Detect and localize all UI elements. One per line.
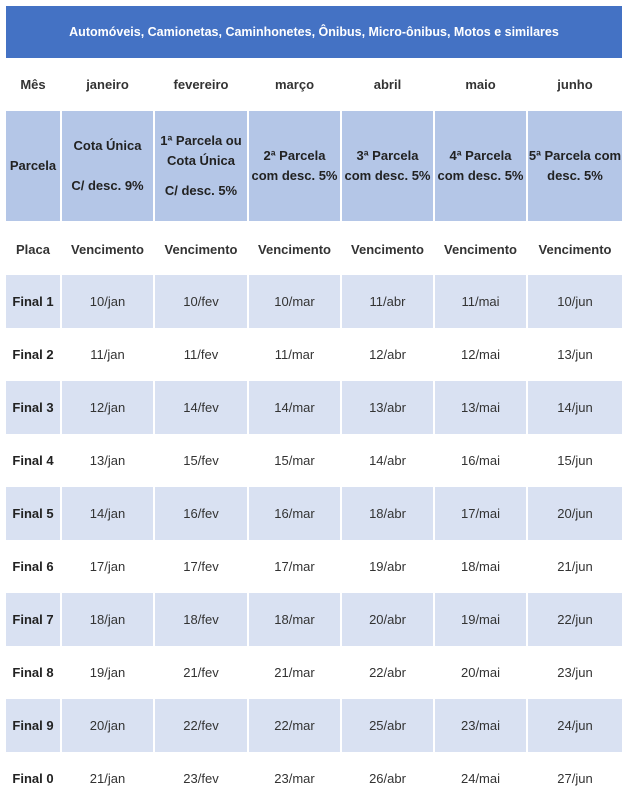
- due-date-cell: 10/jan: [62, 275, 155, 328]
- vencimento-heading: Vencimento: [435, 223, 528, 275]
- due-date-cell: 11/mai: [435, 275, 528, 328]
- parcela-header-row: [6, 111, 622, 223]
- due-date-cell: 24/jun: [528, 699, 622, 752]
- due-date-cell: 21/fev: [155, 646, 249, 699]
- due-date-cell: 21/mar: [249, 646, 342, 699]
- parcela-cell: 2ª Parcela com desc. 5%: [249, 111, 342, 223]
- due-date-cell: 11/mar: [249, 328, 342, 381]
- plate-final-label: Final 8: [6, 646, 62, 699]
- due-date-cell: 13/abr: [342, 381, 435, 434]
- due-date-cell: 17/jan: [62, 540, 155, 593]
- due-date-cell: 17/mar: [249, 540, 342, 593]
- parcela-title: 1ª Parcela ou Cota Única: [160, 133, 242, 168]
- plate-final-label: Final 3: [6, 381, 62, 434]
- due-date-cell: 22/fev: [155, 699, 249, 752]
- month-label: Mês: [6, 58, 62, 111]
- month-cell: maio: [435, 58, 528, 111]
- due-date-cell: 10/jun: [528, 275, 622, 328]
- due-date-cell: 18/mai: [435, 540, 528, 593]
- due-date-cell: 19/abr: [342, 540, 435, 593]
- due-date-cell: 14/fev: [155, 381, 249, 434]
- due-date-cell: 15/mar: [249, 434, 342, 487]
- due-date-cell: 12/mai: [435, 328, 528, 381]
- due-date-cell: 18/jan: [62, 593, 155, 646]
- due-date-cell: 13/jan: [62, 434, 155, 487]
- table-row: [6, 381, 622, 434]
- table-row: [6, 699, 622, 752]
- due-date-cell: 27/jun: [557, 771, 593, 786]
- plate-final-label: Final 9: [6, 699, 62, 752]
- table-title-banner: [6, 6, 622, 58]
- due-date-cell: 21/jun: [557, 559, 593, 574]
- due-date-cell: 22/jun: [528, 593, 622, 646]
- plate-final-label: Final 0: [6, 752, 62, 805]
- due-date-cell: 20/abr: [342, 593, 435, 646]
- due-date-cell: 23/jun: [557, 665, 593, 680]
- due-date-cell: 13/jun: [557, 347, 593, 362]
- due-date-cell: 17/fev: [155, 540, 249, 593]
- table-title: Automóveis, Camionetas, Caminhonetes, Ônibus, Micro-ônibus, Motos e similares: [69, 25, 559, 39]
- due-date-cell: 17/mai: [435, 487, 528, 540]
- plate-final-label: Final 1: [6, 275, 62, 328]
- parcela-discount: C/ desc. 9%: [71, 178, 144, 193]
- due-date-cell: 20/jun: [528, 487, 622, 540]
- due-date-cell: 12/jan: [62, 381, 155, 434]
- plate-final-label: Final 5: [6, 487, 62, 540]
- month-cell: fevereiro: [155, 58, 249, 111]
- due-date-cell: 22/mar: [249, 699, 342, 752]
- placa-header-row: [6, 223, 622, 275]
- due-date-cell: 20/mai: [435, 646, 528, 699]
- due-date-cell: 13/mai: [435, 381, 528, 434]
- vencimento-heading: Vencimento: [155, 223, 249, 275]
- parcela-cell: [62, 111, 155, 223]
- due-date-cell: 11/fev: [155, 328, 249, 381]
- plate-final-label: Final 2: [6, 328, 62, 381]
- due-date-cell: 21/jan: [62, 752, 155, 805]
- due-date-cell: 11/abr: [342, 275, 435, 328]
- vencimento-heading: Vencimento: [342, 223, 435, 275]
- parcela-cell: 5ª Parcela com desc. 5%: [528, 111, 622, 223]
- parcela-discount: C/ desc. 5%: [164, 183, 238, 198]
- due-date-cell: 23/mar: [249, 752, 342, 805]
- due-date-cell: 19/jan: [62, 646, 155, 699]
- parcela-cell: [155, 111, 249, 223]
- due-date-cell: 23/mai: [435, 699, 528, 752]
- plate-final-label: Final 7: [6, 593, 62, 646]
- due-date-cell: 14/mar: [249, 381, 342, 434]
- due-date-cell: 11/jan: [62, 328, 155, 381]
- vencimento-heading: Vencimento: [249, 223, 342, 275]
- due-date-cell: 15/jun: [557, 453, 593, 468]
- table-row: [6, 328, 622, 381]
- due-date-rows: [6, 275, 622, 805]
- due-date-cell: 10/mar: [249, 275, 342, 328]
- table-row: [6, 752, 622, 805]
- due-date-cell: 14/jun: [528, 381, 622, 434]
- month-header-row: [6, 58, 622, 111]
- parcela-cell: 4ª Parcela com desc. 5%: [435, 111, 528, 223]
- due-date-cell: 23/fev: [155, 752, 249, 805]
- table-row: [6, 434, 622, 487]
- month-cell: abril: [342, 58, 435, 111]
- parcela-title: Cota Única: [73, 138, 142, 153]
- table-row: [6, 593, 622, 646]
- due-date-cell: 18/mar: [249, 593, 342, 646]
- parcela-cell: 3ª Parcela com desc. 5%: [342, 111, 435, 223]
- due-date-cell: 16/mai: [435, 434, 528, 487]
- due-date-cell: 26/abr: [342, 752, 435, 805]
- due-date-cell: 14/jan: [62, 487, 155, 540]
- due-date-cell: 12/abr: [342, 328, 435, 381]
- month-cell: junho: [557, 77, 593, 92]
- table-row: [6, 646, 622, 699]
- plate-final-label: Final 6: [6, 540, 62, 593]
- due-date-cell: 16/fev: [155, 487, 249, 540]
- due-date-cell: 10/fev: [155, 275, 249, 328]
- payment-schedule-table: [6, 58, 622, 805]
- due-date-cell: 24/mai: [435, 752, 528, 805]
- due-date-cell: 18/abr: [342, 487, 435, 540]
- placa-label: Placa: [6, 223, 62, 275]
- due-date-cell: 25/abr: [342, 699, 435, 752]
- due-date-cell: 16/mar: [249, 487, 342, 540]
- month-cell: março: [249, 58, 342, 111]
- month-cell: janeiro: [62, 58, 155, 111]
- parcela-label: Parcela: [6, 111, 62, 223]
- vencimento-heading: Vencimento: [538, 241, 612, 257]
- plate-final-label: Final 4: [6, 434, 62, 487]
- due-date-cell: 18/fev: [155, 593, 249, 646]
- table-row: [6, 540, 622, 593]
- table-row: [6, 275, 622, 328]
- due-date-cell: 19/mai: [435, 593, 528, 646]
- table-row: [6, 487, 622, 540]
- due-date-cell: 14/abr: [342, 434, 435, 487]
- vencimento-heading: Vencimento: [62, 223, 155, 275]
- due-date-cell: 15/fev: [155, 434, 249, 487]
- due-date-cell: 22/abr: [342, 646, 435, 699]
- due-date-cell: 20/jan: [62, 699, 155, 752]
